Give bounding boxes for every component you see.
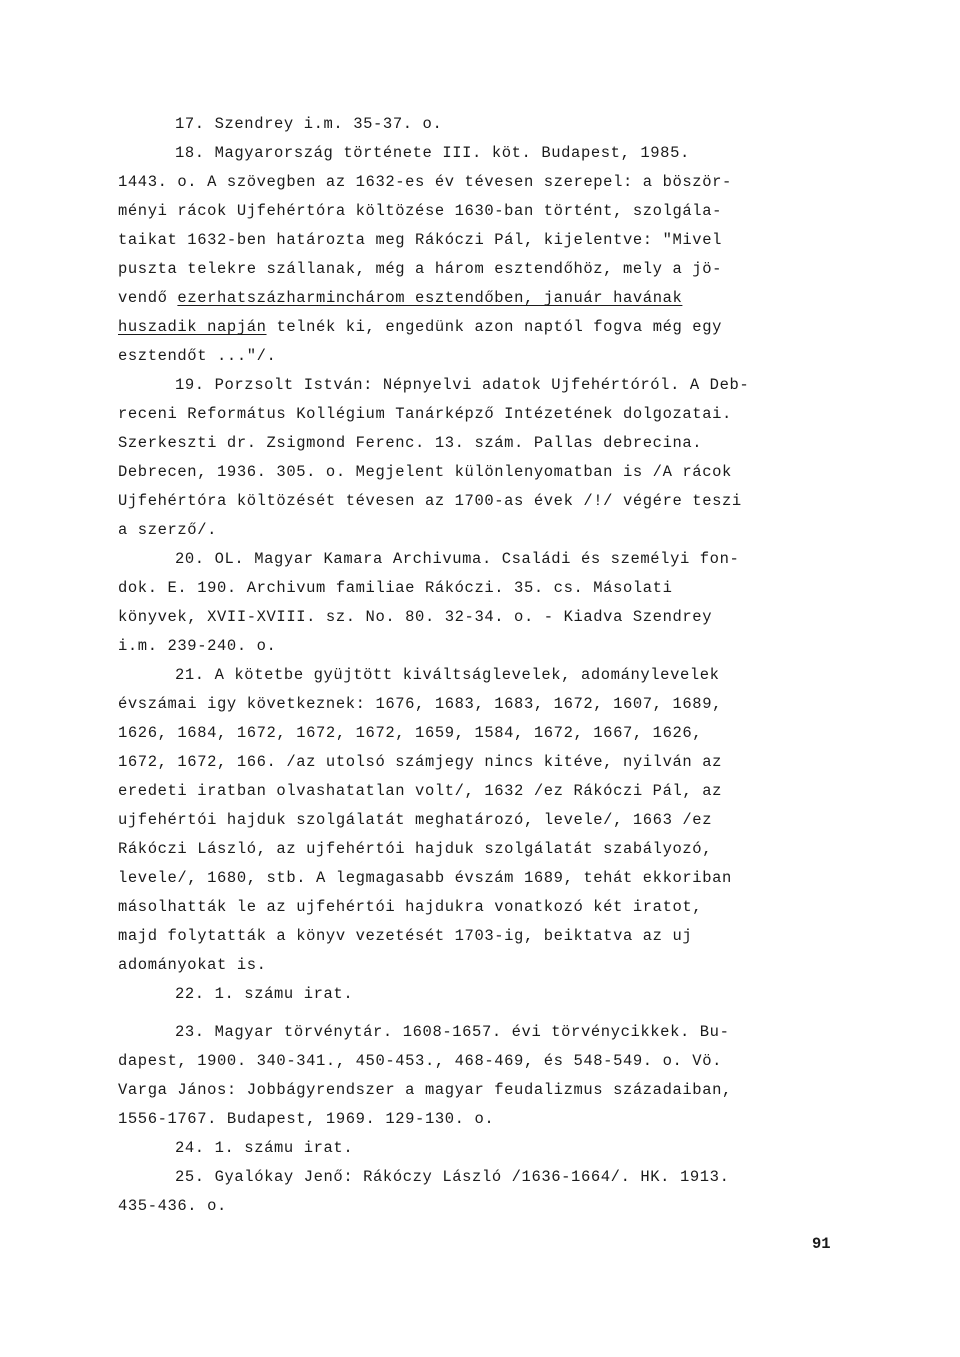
note-text-line: eredeti iratban olvashatatlan volt/, 1632 /ez Rákóczi Pál, az — [118, 782, 722, 800]
underlined-phrase: huszadik napján — [118, 318, 267, 336]
note-text-line — [118, 288, 848, 308]
note-text-line: a szerző/. — [118, 521, 218, 539]
note-text-line: Szerkeszti dr. Zsigmond Ferenc. 13. szám. Pallas debrecina. — [118, 434, 703, 452]
note-text-fragment: vendő — [118, 289, 168, 307]
note-22: 22. 1. számu irat. — [175, 985, 354, 1003]
note-text-line: Ujfehértóra költözését tévesen az 1700-as évek /!/ végére teszi — [118, 492, 742, 510]
note-text-line: könyvek, XVII-XVIII. sz. No. 80. 32-34. o. - Kiadva Szendrey — [118, 608, 713, 626]
note-text-line: ményi rácok Ujfehértóra költözése 1630-ban történt, szolgála- — [118, 202, 722, 220]
note-text-line: másolhatták le az ujfehértói hajdukra vonatkozó két iratot, — [118, 898, 703, 916]
note-text-line: receni Református Kollégium Tanárképző Intézetének dolgozatai. — [118, 405, 732, 423]
note-18: 18. Magyarország története III. köt. Budapest, 1985. — [175, 144, 690, 162]
note-text-line: taikat 1632-ben határozta meg Rákóczi Pál, kijelentve: "Mivel — [118, 231, 722, 249]
note-text-line: adományokat is. — [118, 956, 267, 974]
note-text-line: ujfehértói hajduk szolgálatát meghatározó, levele/, 1663 /ez — [118, 811, 713, 829]
note-25: 25. Gyalókay Jenő: Rákóczy László /1636-1664/. HK. 1913. — [175, 1168, 730, 1186]
note-text-line: 1556-1767. Budapest, 1969. 129-130. o. — [118, 1110, 495, 1128]
note-text-line: Debrecen, 1936. 305. o. Megjelent különlenyomatban is /A rácok — [118, 463, 732, 481]
note-19: 19. Porzsolt István: Népnyelvi adatok Ujfehértóról. A Deb- — [175, 376, 750, 394]
note-text-line: levele/, 1680, stb. A legmagasabb évszám 1689, tehát ekkoriban — [118, 869, 732, 887]
note-text-line: 1443. o. A szövegben az 1632-es év tévesen szerepel: a böször- — [118, 173, 732, 191]
note-text-line: i.m. 239-240. o. — [118, 637, 277, 655]
note-20: 20. OL. Magyar Kamara Archivuma. Családi és személyi fon- — [175, 550, 740, 568]
note-text-line: évszámai igy következnek: 1676, 1683, 1683, 1672, 1607, 1689, — [118, 695, 722, 713]
note-23: 23. Magyar törvénytár. 1608-1657. évi törvénycikkek. Bu- — [175, 1023, 730, 1041]
note-text-fragment: telnék ki, engedünk azon naptól fogva még egy — [276, 318, 723, 336]
note-text-line: 435-436. o. — [118, 1197, 227, 1215]
note-24: 24. 1. számu irat. — [175, 1139, 354, 1157]
note-text-line: dok. E. 190. Archivum familiae Rákóczi. 35. cs. Másolati — [118, 579, 673, 597]
note-21: 21. A kötetbe gyüjtött kiváltságlevelek, adománylevelek — [175, 666, 720, 684]
note-17: 17. Szendrey i.m. 35-37. o. — [175, 115, 443, 133]
note-text-line: Rákóczi László, az ujfehértói hajduk szolgálatát szabályozó, — [118, 840, 713, 858]
note-text-line: esztendőt ..."/. — [118, 347, 277, 365]
underlined-phrase: ezerhatszázharminchárom esztendőben, január havának — [177, 289, 683, 307]
note-text-line: 1672, 1672, 166. /az utolsó számjegy nincs kitéve, nyilván az — [118, 753, 722, 771]
note-text-line — [118, 317, 848, 337]
note-text-line: 1626, 1684, 1672, 1672, 1672, 1659, 1584, 1672, 1667, 1626, — [118, 724, 703, 742]
page-number: 91 — [812, 1235, 831, 1253]
note-text-line: dapest, 1900. 340-341., 450-453., 468-469, és 548-549. o. Vö. — [118, 1052, 722, 1070]
note-text-line: Varga János: Jobbágyrendszer a magyar feudalizmus századaiban, — [118, 1081, 732, 1099]
note-text-line: puszta telekre szállanak, még a három esztendőhöz, mely a jö- — [118, 260, 722, 278]
note-text-line: majd folytatták a könyv vezetését 1703-ig, beiktatva az uj — [118, 927, 693, 945]
